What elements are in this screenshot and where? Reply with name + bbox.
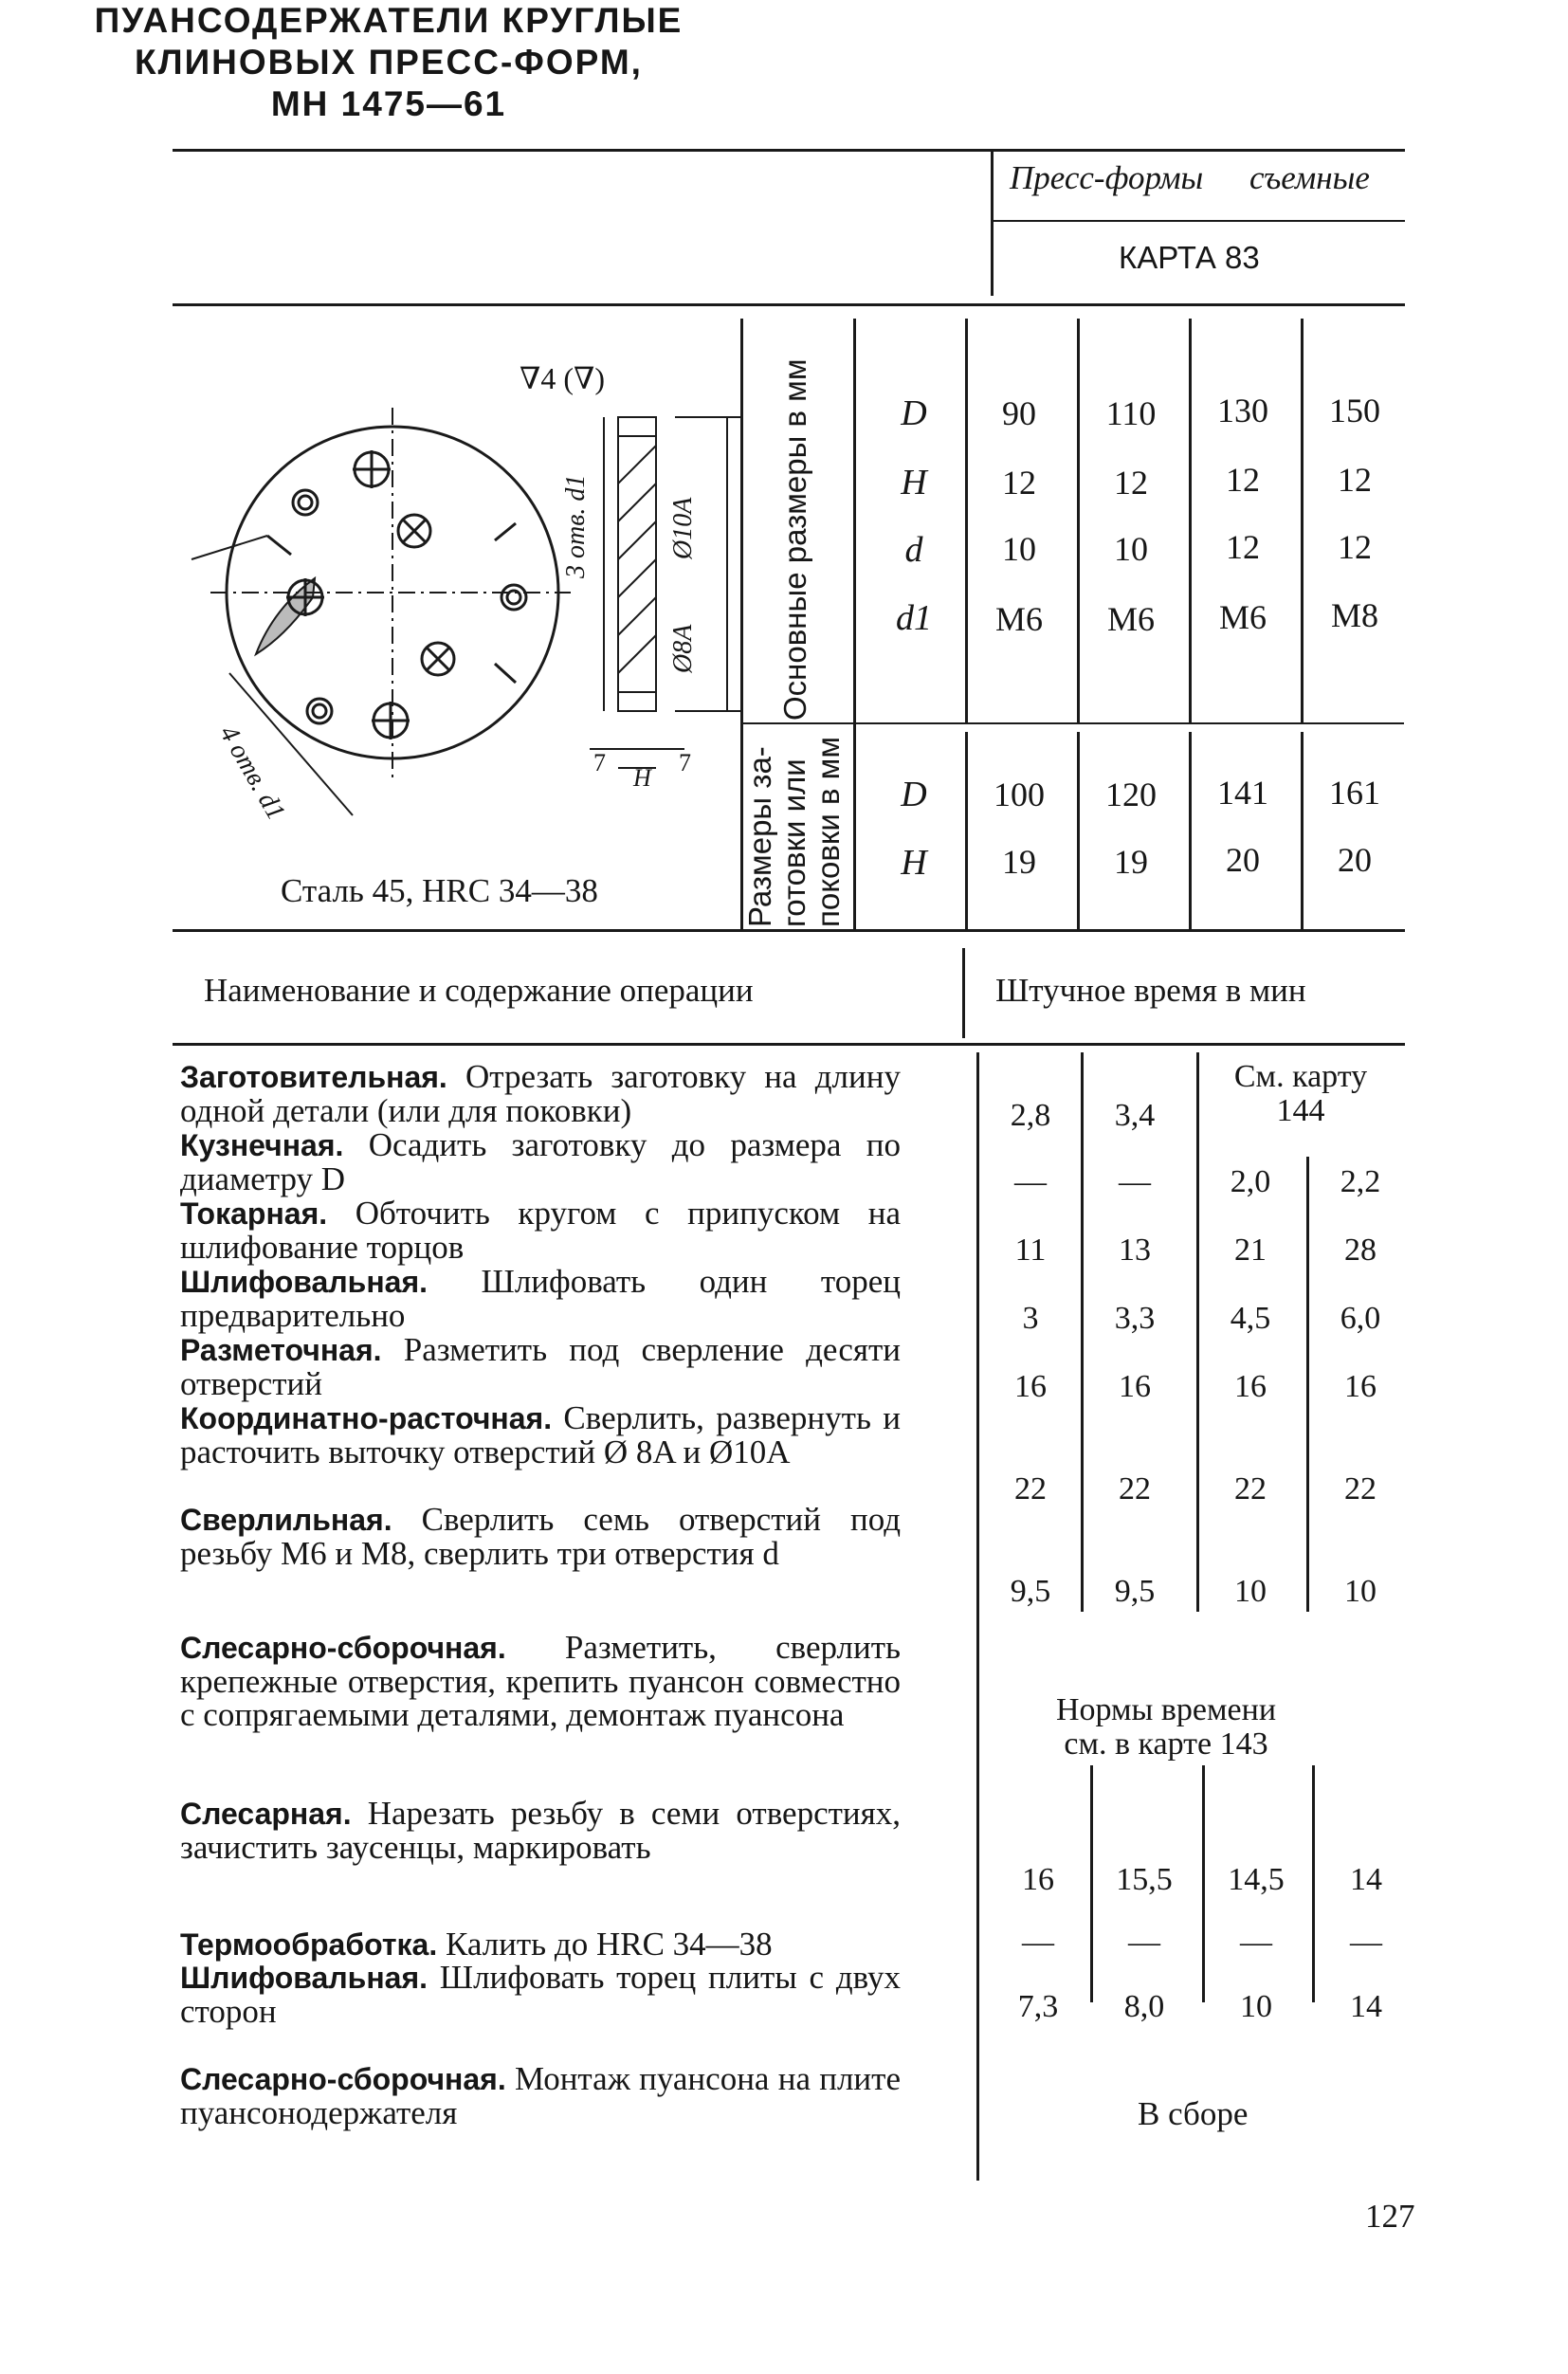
operation: Разметочная. Разметить под сверление десяти отверстий bbox=[180, 1331, 901, 1402]
time-cell: 10 bbox=[1240, 1989, 1272, 2024]
sym-H: H bbox=[901, 463, 927, 502]
cell: M6 bbox=[994, 600, 1043, 638]
dims-col-2 bbox=[1077, 319, 1080, 722]
operation: Кузнечная. Осадить заготовку до размера по диаметру D bbox=[180, 1126, 901, 1197]
time-cell: 13 bbox=[1119, 1233, 1151, 1268]
cell: 19 bbox=[1114, 843, 1148, 881]
time-cell: 21 bbox=[1234, 1233, 1267, 1268]
dims-col-sep bbox=[853, 319, 856, 930]
time-cell: 10 bbox=[1234, 1574, 1267, 1609]
operation: Заготовительная. Отрезать заготовку на длину одной детали (или для поковки) bbox=[180, 1058, 901, 1129]
cell: 120 bbox=[1105, 776, 1157, 813]
cell: 20 bbox=[1338, 841, 1372, 879]
cell: M6 bbox=[1106, 600, 1155, 638]
dims-col-3 bbox=[1189, 319, 1192, 722]
operation: Сверлильная. Сверлить семь отверстий под резьбу M6 и M8, сверлить три отверстия d bbox=[180, 1501, 901, 1572]
time-cell: — bbox=[1240, 1925, 1272, 1960]
roughness-symbol: ∇4 (∇) bbox=[520, 361, 605, 395]
time-cell: 16 bbox=[1119, 1369, 1151, 1404]
cell: 90 bbox=[1002, 394, 1036, 432]
ops-header-rule bbox=[173, 1043, 1405, 1046]
cell: 10 bbox=[1002, 530, 1036, 568]
time-cell: — bbox=[1022, 1925, 1054, 1960]
title-line-1: ПУАНСОДЕРЖАТЕЛИ КРУГЛЫЕ bbox=[94, 1, 684, 40]
dim-7b: 7 bbox=[679, 749, 691, 776]
time-cell: 16 bbox=[1234, 1369, 1267, 1404]
cell: 10 bbox=[1114, 530, 1148, 568]
dim-h: H bbox=[633, 764, 651, 792]
title-line-2: КЛИНОВЫХ ПРЕСС-ФОРМ, bbox=[135, 43, 643, 82]
hole-label-4: 4 отв. d1 bbox=[213, 721, 291, 826]
time-cell: 14 bbox=[1350, 1989, 1382, 2024]
cell: 12 bbox=[1226, 461, 1260, 499]
time-cell: 9,5 bbox=[1114, 1574, 1156, 1609]
sym-d: d bbox=[904, 530, 923, 570]
header-bottom-rule bbox=[173, 303, 1405, 306]
cell: 20 bbox=[1226, 841, 1260, 879]
time-cell: 2,8 bbox=[1010, 1098, 1051, 1133]
operation: Слесарная. Нарезать резьбу в семи отверстиях, зачистить заусенцы, маркировать bbox=[180, 1795, 901, 1866]
ops-header-divider bbox=[962, 948, 965, 1038]
cell: 100 bbox=[994, 776, 1045, 813]
hole-label-3: 3 отв. d1 bbox=[561, 474, 591, 578]
time-cell: — bbox=[1119, 1164, 1151, 1199]
main-dims-label: Основные размеры в мм bbox=[777, 358, 812, 721]
blank-dims-label: Размеры за- готовки или поковки в мм bbox=[742, 736, 846, 927]
cell: M6 bbox=[1218, 598, 1267, 636]
operation: Шлифовальная. Шлифовать один торец предварительно bbox=[180, 1263, 901, 1334]
operation: Термообработка. Калить до HRC 34—38 bbox=[180, 1926, 773, 1963]
time-cell: 10 bbox=[1344, 1574, 1377, 1609]
time-cell: 7,3 bbox=[1017, 1989, 1059, 2024]
page-title bbox=[0, 0, 777, 125]
time-cell: 22 bbox=[1344, 1471, 1377, 1507]
time-cell: 16 bbox=[1344, 1369, 1377, 1404]
operation: Токарная. Обточить кругом с припуском на шлифование торцов bbox=[180, 1195, 901, 1266]
time-cell: 3 bbox=[1022, 1301, 1039, 1336]
dims-group-rule bbox=[740, 722, 1404, 724]
cell: 141 bbox=[1217, 774, 1268, 812]
sym-blank-H: H bbox=[901, 843, 927, 883]
cell: 150 bbox=[1329, 392, 1380, 429]
time-cell: 3,3 bbox=[1114, 1301, 1156, 1336]
operation: Слесарно-сборочная. Монтаж пуансона на плите пуансонодержателя bbox=[180, 2060, 901, 2131]
time-cell: — bbox=[1128, 1925, 1160, 1960]
time-cell: 14 bbox=[1350, 1862, 1382, 1897]
dims-col-3b bbox=[1189, 732, 1192, 931]
time-cell: 16 bbox=[1014, 1369, 1047, 1404]
dims-col-4 bbox=[1301, 319, 1304, 722]
dim-8a: Ø8A bbox=[668, 624, 698, 673]
section-label: Пресс-формы съемные bbox=[1010, 159, 1370, 196]
time-cell: 2,0 bbox=[1230, 1164, 1271, 1199]
card-number: КАРТА 83 bbox=[1119, 240, 1260, 275]
time-cell: 4,5 bbox=[1230, 1301, 1271, 1336]
time-cell: — bbox=[1014, 1164, 1047, 1199]
ops-name-header: Наименование и содержание операции bbox=[204, 972, 754, 1009]
cell: 12 bbox=[1226, 528, 1260, 566]
time-cell: 22 bbox=[1234, 1471, 1267, 1507]
time-cell: 15,5 bbox=[1116, 1862, 1173, 1897]
time-cell: 9,5 bbox=[1010, 1574, 1051, 1609]
time-cell: 8,0 bbox=[1123, 1989, 1165, 2024]
header-divider bbox=[991, 152, 994, 296]
time-col-0b bbox=[976, 1612, 979, 2181]
ref-card-143: Нормы времени см. в карте 143 bbox=[1055, 1692, 1277, 1762]
dims-bottom-rule bbox=[173, 929, 1405, 932]
header-inner-rule bbox=[994, 220, 1405, 222]
time-cell: 6,0 bbox=[1340, 1301, 1381, 1336]
dims-col-1b bbox=[965, 732, 968, 931]
time-cell: — bbox=[1350, 1925, 1382, 1960]
dims-col-2b bbox=[1077, 732, 1080, 931]
time-cell: 14,5 bbox=[1228, 1862, 1285, 1897]
cell: 130 bbox=[1217, 392, 1268, 429]
sym-blank-D: D bbox=[901, 775, 927, 814]
time-cell: 22 bbox=[1014, 1471, 1047, 1507]
dim-7a: 7 bbox=[593, 749, 606, 776]
cell: M8 bbox=[1330, 596, 1378, 634]
material-label: Сталь 45, HRC 34—38 bbox=[281, 872, 598, 909]
title-line-3: МН 1475—61 bbox=[270, 84, 507, 123]
dims-col-4b bbox=[1301, 732, 1304, 931]
cell: 12 bbox=[1002, 464, 1036, 502]
time-cell: 16 bbox=[1022, 1862, 1054, 1897]
time-cell: 3,4 bbox=[1114, 1098, 1156, 1133]
operation: Координатно-расточная. Сверлить, развернуть и расточить выточку отверстий Ø 8A и Ø10A bbox=[180, 1399, 901, 1470]
time-cell: 2,2 bbox=[1340, 1164, 1381, 1199]
page-number: 127 bbox=[1365, 2198, 1415, 2235]
cell: 12 bbox=[1338, 461, 1372, 499]
time-cell: 28 bbox=[1344, 1233, 1377, 1268]
dim-10a: Ø10A bbox=[668, 497, 698, 559]
dims-col-1 bbox=[965, 319, 968, 722]
ref-card-144: См. карту 144 bbox=[1233, 1059, 1368, 1128]
top-rule bbox=[173, 149, 1405, 152]
cell: 161 bbox=[1329, 774, 1380, 812]
cell: 12 bbox=[1338, 528, 1372, 566]
cell: 12 bbox=[1114, 464, 1148, 502]
time-cell: 11 bbox=[1014, 1233, 1047, 1268]
sym-D: D bbox=[901, 393, 927, 433]
in-assembly: В сборе bbox=[1138, 2095, 1249, 2132]
cell: 19 bbox=[1002, 843, 1036, 881]
cell: 110 bbox=[1105, 394, 1157, 432]
operation: Слесарно-сборочная. Разметить, сверлить крепежные отверстия, крепить пуансон совместно с сопрягаемыми деталями, демонтаж пуансона bbox=[180, 1629, 901, 1733]
time-cell: 22 bbox=[1119, 1471, 1151, 1507]
sym-d1: d1 bbox=[896, 598, 932, 638]
operation: Шлифовальная. Шлифовать торец плиты с двух сторон bbox=[180, 1959, 901, 2030]
ops-time-header: Штучное время в мин bbox=[995, 972, 1306, 1009]
